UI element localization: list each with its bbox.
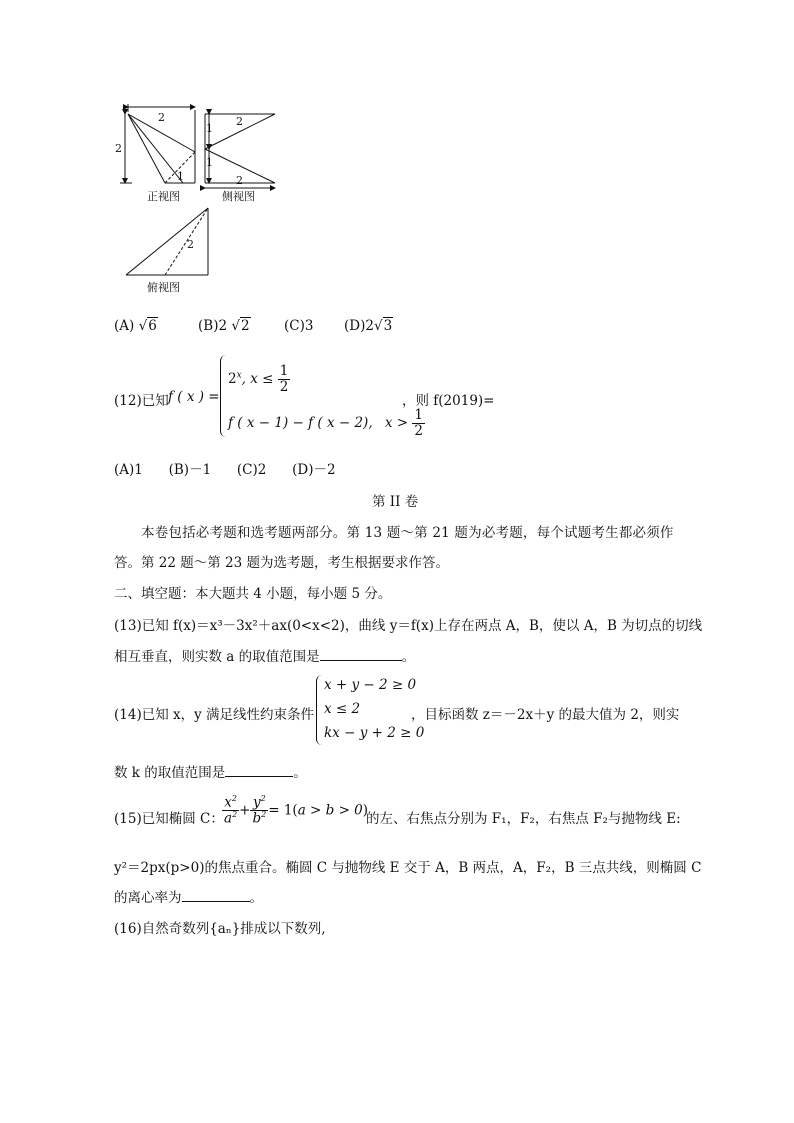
frac-den [250,811,268,826]
var-y: y [252,794,261,811]
sup-2: 2 [232,810,238,820]
q11-option-d-wrap [344,318,393,334]
q15-eq: = 1( [268,802,298,819]
top-view-drawing [126,208,208,275]
sup-2: 2 [261,810,267,820]
q13-end: 。 [401,649,416,665]
var-a: a [224,810,233,827]
frac-den [222,811,239,826]
q15-close: ) [362,802,369,819]
three-view-figures [110,100,310,300]
q15-line2: y²＝2px(p>0)的焦点重合。椭圆 C 与抛物线 E 交于 A，B 两点，A，F₂，B 三点共线，则椭圆 C [114,860,702,876]
top-dim-right: 2 [187,238,194,251]
q12-function-lhs: f ( x ) = [168,389,220,405]
q13-line2-text: 相互垂直，则实数 a 的取值范围是 [114,649,320,665]
sqrt-sign: √ [138,318,148,334]
q15-end: 。 [249,890,263,906]
side-dim-top: 2 [236,115,243,128]
q11-option-b-wrap [198,318,251,334]
q15-cond: a > b > 0 [297,802,363,819]
q11-option-c: (C)3 [284,318,314,334]
plus-sign: + [239,802,251,819]
q14-line2-text: 数 k 的取值范围是 [114,765,226,781]
q12-case2-cond: x > [384,414,409,431]
q11-option-b-radicand: 2 [240,318,250,334]
q12-case2-expr: f ( x − 1) − f ( x − 2), [228,414,373,431]
q14-suffix: ，目标函数 z＝－2x＋y 的最大值为 2，则实 [411,707,680,723]
var-b: b [252,810,262,827]
frac-num [222,795,239,811]
q12-suffix: ，则 f(2019)= [402,393,495,409]
q11-option-a: (A) [114,318,135,334]
front-dim-left: 2 [115,142,122,155]
frac-den: 2 [414,422,424,439]
q15-suffix: 的左、右焦点分别为 F₁，F₂，右焦点 F₂与抛物线 E: [366,811,681,827]
q14-end: 。 [293,765,307,781]
q13-answer-blank[interactable] [320,648,402,661]
part2-intro-line1: 本卷包括必考题和选考题两部分。第 13 题～第 21 题为必考题，每个试题考生都必须作 [141,525,674,541]
front-dim-bottom: 1 [177,170,184,183]
var-x: x [224,794,232,811]
sup-2: 2 [231,794,237,803]
side-view-caption: 侧视图 [222,190,255,203]
q14-constraint-2: x ≤ 2 [324,701,361,717]
frac-num: 1 [414,407,424,423]
q11-option-b: (B)2 [198,318,228,334]
frac-num: 1 [279,363,289,379]
side-dim-upper: 1 [206,122,213,135]
q15-answer-blank[interactable] [182,889,250,902]
q15-frac-y [250,795,268,827]
q15-line3 [114,886,263,906]
q14-brace [316,675,324,745]
q15-prefix: (15)已知椭圆 C： [114,811,224,827]
side-dim-bottom: 2 [236,174,243,187]
q16-line1: (16)自然奇数列{aₙ}排成以下数列, [114,921,326,937]
q11-option-d-radicand: 3 [383,318,393,334]
q11-option-d: (D)2 [344,318,374,334]
q14-constraint-1: x + y − 2 ≥ 0 [324,677,417,693]
q14-answer-blank[interactable] [225,764,293,777]
part2-title: 第 II 卷 [372,494,419,510]
q12-case2-frac [412,408,425,439]
frac-den: 2 [279,378,289,395]
side-dim-lower: 1 [206,156,213,169]
sqrt-sign: √ [231,318,240,334]
part2-intro-line2: 答。第 22 题～第 23 题为选考题，考生根据要求作答。 [114,555,450,571]
q14-line2 [114,761,307,781]
front-view-caption: 正视图 [147,190,180,203]
section-fill-in-heading: 二、填空题：本大题共 4 小题，每小题 5 分。 [114,586,392,602]
q14-prefix: (14)已知 x，y 满足线性约束条件 [114,707,315,723]
q12-case1-base: 2 [228,370,237,387]
q12-prefix: (12)已知 [114,393,169,409]
sup-2: 2 [260,794,266,803]
q11-option-a-radicand: 6 [148,318,157,334]
q13-line1: (13)已知 f(x)＝x³－3x²＋ax(0<x<2)，曲线 y＝f(x)上存在两点 A，B，使以 A，B 为切点的切线 [114,618,703,634]
q12-case2 [228,408,425,439]
top-view-caption: 俯视图 [147,281,180,294]
q15-line3-text: 的离心率为 [114,890,182,906]
front-dim-top: 2 [158,111,165,124]
q13-line2 [114,645,415,665]
q14-constraint-3: kx − y + 2 ≥ 0 [324,725,425,741]
q12-options: (A)1 (B)－1 (C)2 (D)－2 [114,462,336,478]
sqrt-sign: √ [373,318,383,334]
q12-case1 [228,364,290,395]
q15-frac-x [222,795,239,827]
q12-case1-cond: , x ≤ [241,370,274,387]
q11-options [114,318,158,334]
q15-ellipse-equation [222,795,368,827]
frac-num [250,795,268,811]
q12-case1-exp: x [236,370,242,381]
q12-case1-frac [278,364,291,395]
